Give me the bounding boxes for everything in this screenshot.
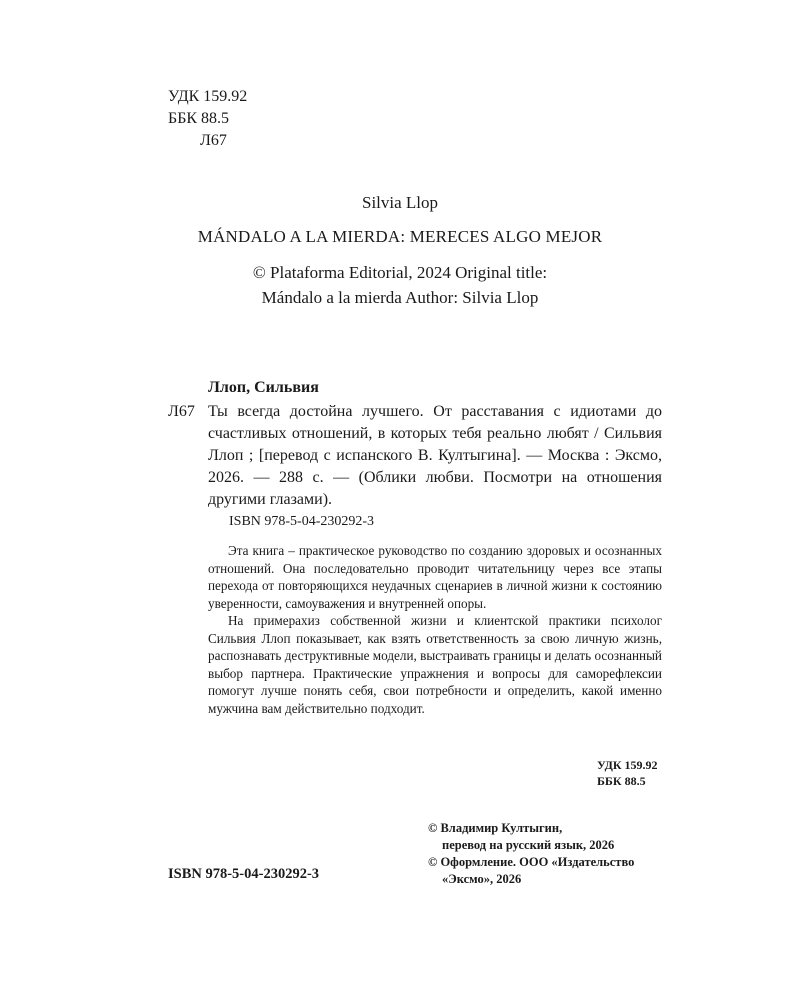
catalog-isbn: ISBN 978-5-04-230292-3	[229, 514, 375, 529]
copyright-line-1: © Plataforma Editorial, 2024 Original title:	[252, 263, 548, 282]
credit-design-line-1: © Оформление. ООО «Издательство	[428, 855, 635, 869]
annotation-paragraph-2: На примерахиз собственной жизни и клиентской практики психолог Сильвия Ллоп показывает, как взять ответственность за свою личную жизнь, распознавать деструктивные модели, выстраивать границы и делать осознанный выбор партнера. Практические упражнения и вопросы для саморефлексии помогут лучше понять себя, свои потребности и определить, какой именно мужчина вам действительно подходит.	[208, 613, 662, 716]
original-title: MÁNDALO A LA MIERDA: MERECES ALGO MEJOR	[197, 227, 603, 246]
author-sign: Л67	[200, 132, 227, 149]
original-author: Silvia Llop	[361, 193, 439, 212]
footer-isbn: ISBN 978-5-04-230292-3	[168, 866, 320, 882]
annotation	[208, 542, 662, 717]
credit-design-line-2: «Эксмо», 2026	[442, 872, 522, 886]
catalog-description: Ты всегда достойна лучшего. От расставания с идиотами до счастливых отношений, в которых тебя реально любят / Сильвия Ллоп ; [перевод с испанского В. Култыгина]. — Москва : Эксмо, 2026. — 288 с. — (Облики любви. Посмотри на отношения другими глазами).	[208, 403, 662, 508]
catalog-author: Ллоп, Сильвия	[208, 379, 319, 396]
footer-udk-block	[597, 757, 658, 789]
original-copyright	[210, 260, 590, 310]
annotation-paragraph-1: Эта книга – практическое руководство по созданию здоровых и осознанных отношений. Она последовательно проводит читательницу через все этапы перехода от повторяющихся неудачных сценариев в личной жизни к состоянию уверенности, самоуважения и внутренней опоры.	[208, 543, 662, 611]
credits	[428, 820, 634, 888]
credit-translator-line-2: перевод на русский язык, 2026	[442, 838, 615, 852]
udk-code: УДК 159.92	[168, 88, 248, 105]
udk-block	[168, 86, 247, 152]
catalog-sign: Л67	[168, 403, 195, 420]
footer-udk: УДК 159.92	[597, 758, 658, 772]
credit-translator-line-1: © Владимир Култыгин,	[428, 821, 563, 835]
copyright-line-2: Mándalo a la mierda Author: Silvia Llop	[261, 288, 539, 307]
footer-bbk: ББК 88.5	[597, 774, 646, 788]
bbk-code: ББК 88.5	[168, 110, 230, 127]
